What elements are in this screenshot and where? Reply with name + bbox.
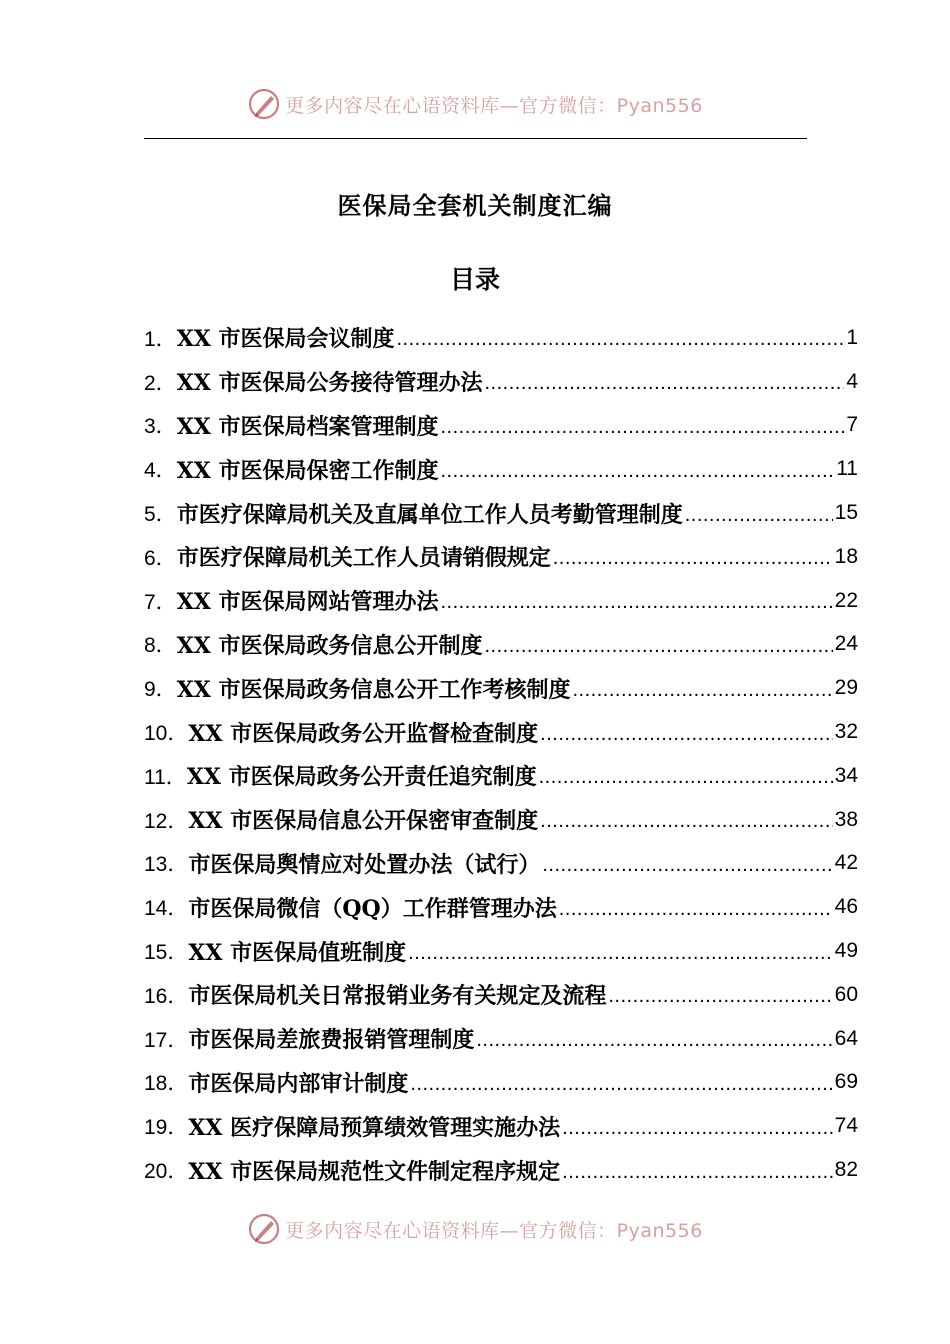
toc-entry-number: 5．	[144, 503, 177, 527]
toc-entry-number: 16．	[144, 984, 189, 1008]
toc-dot-leader	[410, 1073, 832, 1096]
toc-entry[interactable]	[144, 491, 858, 535]
header-divider	[144, 138, 807, 139]
toc-entry[interactable]	[144, 929, 858, 973]
toc-entry-page-number: 11	[836, 457, 858, 481]
toc-entry-number: 10．	[144, 722, 189, 746]
watermark-label: 更多内容尽在心语资料库—官方微信：	[285, 1219, 617, 1242]
toc-entry-number: 2．	[144, 371, 177, 395]
toc-entry-title: XX 医疗保障局预算绩效管理实施办法	[188, 1114, 561, 1141]
toc-entry[interactable]	[144, 973, 858, 1017]
toc-heading: 目录	[449, 265, 500, 294]
toc-entry[interactable]	[144, 1148, 858, 1192]
toc-entry-title: XX 市医保局政务公开监督检查制度	[188, 720, 539, 747]
toc-entry-number: 4．	[144, 459, 177, 483]
toc-entry[interactable]	[144, 360, 858, 404]
wechat-id: Pyan556	[616, 94, 703, 117]
toc-entry-number: 3．	[144, 415, 177, 439]
toc-entry-page-number: 49	[834, 939, 858, 963]
toc-dot-leader	[476, 1029, 832, 1052]
toc-dot-leader	[542, 854, 832, 877]
toc-entry[interactable]	[144, 798, 858, 842]
toc-entry-number: 18．	[144, 1072, 189, 1096]
toc-entry-number: 1．	[144, 327, 177, 351]
quill-pen-logo-icon	[247, 1212, 281, 1246]
toc-entry-title: XX 市医保局政务公开责任追究制度	[186, 764, 537, 791]
toc-entry-page-number: 22	[834, 588, 858, 612]
toc-dot-leader	[485, 372, 845, 395]
toc-entry-title: 市医保局内部审计制度	[188, 1070, 409, 1097]
toc-entry-number: 15．	[144, 941, 189, 965]
toc-dot-leader	[553, 547, 833, 570]
watermark-text	[285, 1216, 703, 1243]
toc-entry-number: 20．	[144, 1160, 189, 1184]
toc-entry-page-number: 7	[846, 413, 858, 437]
toc-entry-page-number: 32	[834, 720, 858, 744]
toc-entry-title: XX 市医保局政务信息公开制度	[176, 632, 483, 659]
toc-entry-title: 市医保局差旅费报销管理制度	[188, 1027, 475, 1054]
toc-entry-number: 17．	[144, 1028, 189, 1052]
toc-dot-leader	[540, 723, 832, 746]
toc-dot-leader	[485, 635, 833, 658]
toc-entry-page-number: 1	[846, 325, 858, 349]
toc-entry-number: 11．	[144, 765, 187, 789]
toc-dot-leader	[540, 810, 832, 833]
toc-entry-number: 8．	[144, 634, 177, 658]
toc-dot-leader	[559, 898, 833, 921]
toc-entry-title: XX 市医保局政务信息公开工作考核制度	[176, 676, 571, 703]
toc-entry-page-number: 74	[834, 1114, 858, 1138]
toc-dot-leader	[685, 504, 833, 527]
toc-entry-number: 19．	[144, 1116, 189, 1140]
toc-entry-title: XX 市医保局会议制度	[176, 326, 395, 353]
toc-entry[interactable]	[144, 316, 858, 360]
toc-entry-title: XX 市医保局保密工作制度	[176, 457, 439, 484]
toc-entry-title: 市医疗保障局机关工作人员请销假规定	[176, 545, 551, 572]
toc-dot-leader	[539, 766, 833, 789]
toc-entry-title: XX 市医保局档案管理制度	[176, 413, 439, 440]
toc-entry-page-number: 18	[834, 544, 858, 568]
toc-entry[interactable]	[144, 885, 858, 929]
toc-entry-title: XX 市医保局信息公开保密审查制度	[188, 808, 539, 835]
toc-entry-title: XX 市医保局网站管理办法	[176, 589, 439, 616]
toc-dot-leader	[397, 328, 845, 351]
toc-dot-leader	[408, 942, 832, 965]
toc-entry[interactable]	[144, 447, 858, 491]
toc-entry[interactable]	[144, 666, 858, 710]
footer-watermark-banner	[0, 1209, 950, 1249]
toc-entry-page-number: 24	[834, 632, 858, 656]
toc-entry-number: 12．	[144, 809, 189, 833]
watermark-label: 更多内容尽在心语资料库—官方微信：	[285, 94, 617, 117]
toc-entry-title: 市医保局舆情应对处置办法（试行）	[188, 851, 541, 878]
toc-entry-number: 14．	[144, 897, 189, 921]
toc-entry-number: 9．	[144, 678, 177, 702]
toc-entry-page-number: 38	[834, 807, 858, 831]
toc-entry-page-number: 69	[834, 1070, 858, 1094]
toc-entry[interactable]	[144, 535, 858, 579]
toc-entry-page-number: 4	[846, 369, 858, 393]
toc-entry[interactable]	[144, 1104, 858, 1148]
toc-entry-page-number: 29	[834, 676, 858, 700]
toc-entry[interactable]	[144, 579, 858, 623]
toc-dot-leader	[562, 1117, 832, 1140]
wechat-id: Pyan556	[616, 1219, 703, 1242]
toc-entry[interactable]	[144, 623, 858, 667]
watermark-text	[285, 91, 703, 118]
toc-entry-page-number: 42	[834, 851, 858, 875]
toc-entry-page-number: 82	[834, 1158, 858, 1182]
toc-entry-number: 6．	[144, 546, 177, 570]
toc-entry-title: 市医保局微信（QQ）工作群管理办法	[188, 895, 557, 922]
toc-entry-title: 市医保局机关日常报销业务有关规定及流程	[188, 983, 607, 1010]
toc-dot-leader	[562, 1161, 832, 1184]
document-title: 医保局全套机关制度汇编	[337, 192, 613, 220]
toc-entry-page-number: 15	[834, 501, 858, 525]
toc-dot-leader	[441, 416, 845, 439]
toc-entry[interactable]	[144, 754, 858, 798]
toc-entry-page-number: 64	[834, 1026, 858, 1050]
toc-entry-number: 13．	[144, 853, 189, 877]
toc-entry-title: XX 市医保局公务接待管理办法	[176, 370, 483, 397]
toc-entry-title: XX 市医保局规范性文件制定程序规定	[188, 1158, 561, 1185]
toc-entry-page-number: 60	[834, 982, 858, 1006]
toc-entry[interactable]	[144, 404, 858, 448]
toc-dot-leader	[608, 985, 832, 1008]
toc-entry-page-number: 34	[834, 763, 858, 787]
toc-dot-leader	[441, 460, 835, 483]
toc-entry-number: 7．	[144, 590, 177, 614]
toc-dot-leader	[573, 679, 833, 702]
toc-entry[interactable]	[144, 842, 858, 886]
toc-entry[interactable]	[144, 710, 858, 754]
toc-entry-title: 市医疗保障局机关及直属单位工作人员考勤管理制度	[176, 501, 683, 528]
toc-entry[interactable]	[144, 1061, 858, 1105]
toc-entry[interactable]	[144, 1017, 858, 1061]
toc-entry-page-number: 46	[834, 895, 858, 919]
quill-pen-logo-icon	[247, 87, 281, 121]
toc-entry-title: XX 市医保局值班制度	[188, 939, 407, 966]
toc-dot-leader	[441, 591, 833, 614]
table-of-contents	[144, 316, 858, 1192]
header-watermark-banner	[0, 84, 950, 124]
